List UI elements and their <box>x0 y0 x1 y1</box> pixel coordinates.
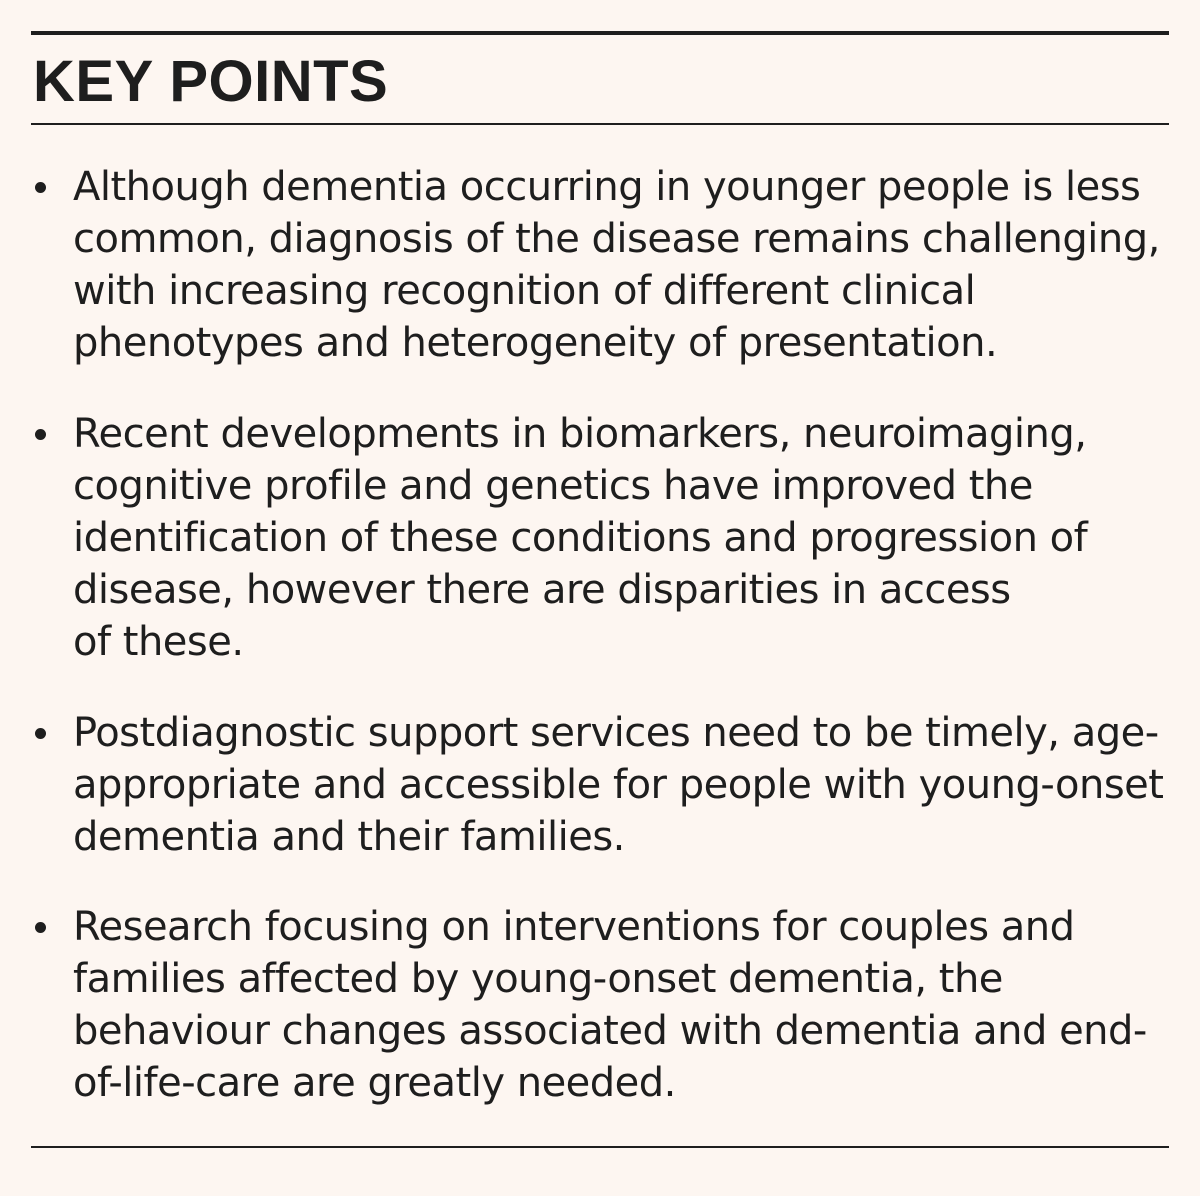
text-line: Research focusing on interventions for couples and <box>73 904 1075 950</box>
key-point-text <box>73 161 1173 369</box>
text-line: dementia and their families. <box>73 814 625 860</box>
text-line: identification of these conditions and progression of <box>73 515 1088 561</box>
text-line: Recent developments in biomarkers, neuroimaging, <box>73 411 1087 457</box>
text-line: of these. <box>73 619 244 665</box>
bullet-icon <box>35 182 46 193</box>
text-line: Although dementia occurring in younger people is less <box>73 164 1141 210</box>
text-line: behaviour changes associated with dementia and end- <box>73 1008 1147 1054</box>
text-line: with increasing recognition of different clinical <box>73 268 976 314</box>
section-heading: KEY POINTS <box>33 49 389 114</box>
top-rule <box>31 31 1169 35</box>
key-point-text <box>73 408 1173 668</box>
bottom-rule <box>31 1146 1169 1148</box>
text-line: Postdiagnostic support services need to be timely, age- <box>73 710 1159 756</box>
key-point-text <box>73 901 1173 1109</box>
text-line: families affected by young-onset dementia, the <box>73 956 1003 1002</box>
text-line: disease, however there are disparities in access <box>73 567 1011 613</box>
key-point-text <box>73 707 1173 863</box>
bullet-icon <box>35 728 46 739</box>
bullet-icon <box>35 429 46 440</box>
text-line: common, diagnosis of the disease remains challenging, <box>73 216 1160 262</box>
bullet-icon <box>35 922 46 933</box>
text-line: phenotypes and heterogeneity of presentation. <box>73 320 998 366</box>
text-line: of-life-care are greatly needed. <box>73 1060 676 1106</box>
heading-rule <box>31 123 1169 125</box>
text-line: appropriate and accessible for people with young-onset <box>73 762 1164 808</box>
text-line: cognitive profile and genetics have improved the <box>73 463 1033 509</box>
